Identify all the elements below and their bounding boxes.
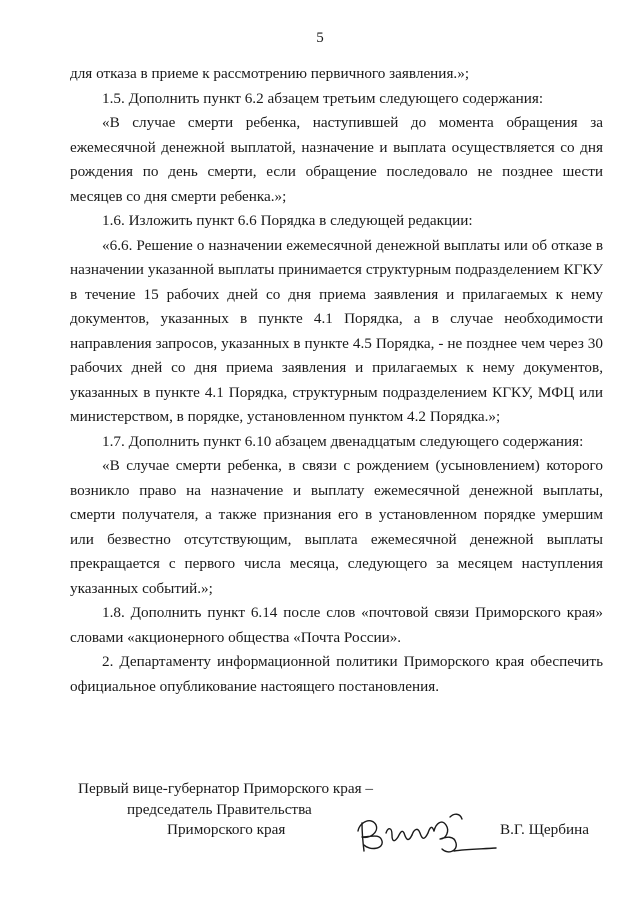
paragraph-item-1-5: 1.5. Дополнить пункт 6.2 абзацем третьим следующего содержания:: [102, 89, 544, 107]
paragraph-item-1-6: 1.6. Изложить пункт 6.6 Порядка в следующей редакции:: [102, 212, 473, 229]
paragraph-quote-6-10: «В случае смерти ребенка, в связи с рождением (усыновлением) которого возникло право на назначение и выплату ежемесячной денежной выплаты, смерти получателя, а также признания его в установленном порядке умершим или безвестно отсутствующим, выплата ежемесячной денежной выплаты прекращается с первого числа месяца, следующего за месяцем наступления указанных событий.»;: [70, 457, 603, 597]
handwritten-signature: [350, 803, 500, 863]
paragraph-item-1-7: 1.7. Дополнить пункт 6.10 абзацем двенадцатым следующего содержания:: [102, 432, 584, 450]
signatory-title-line2: председатель Правительства: [127, 801, 312, 818]
signatory-title-line3: Приморского края: [167, 821, 286, 838]
paragraph-continuation: для отказа в приеме к рассмотрению первичного заявления.»;: [70, 65, 470, 82]
signatory-title-line1: Первый вице-губернатор Приморского края –: [78, 780, 373, 797]
signatory-name: В.Г. Щербина: [500, 821, 589, 838]
paragraph-item-1-8: 1.8. Дополнить пункт 6.14 после слов «почтовой связи Приморского края» словами «акционерного общества «Почта России».: [70, 604, 603, 646]
paragraph-quote-6-2: «В случае смерти ребенка, наступившей до момента обращения за ежемесячной денежной выплатой, назначение и выплата осуществляется со дня рождения по день смерти, если обращение последовало не позднее шести месяцев со дня смерти ребенка.»;: [70, 114, 603, 205]
page-number: 5: [316, 30, 324, 46]
paragraph-item-2: 2. Департаменту информационной политики Приморского края обеспечить официальное опубликование настоящего постановления.: [70, 653, 603, 695]
document-body: [70, 62, 603, 699]
signature-block: [70, 775, 610, 855]
paragraph-quote-6-6: «6.6. Решение о назначении ежемесячной денежной выплаты или об отказе в назначении указанной выплаты принимается структурным подразделением КГКУ в течение 15 рабочих дней со дня приема заявления и прилагаемых к нему документов, указанных в пункте 4.1 Порядка, а в случае необходимости направления запросов, указанных в пункте 4.5 Порядка, - не позднее чем через 30 рабочих дней со дня приема заявления и прилагаемых к нему документов, указанных в пункте 4.1 Порядка, структурным подразделением КГКУ, МФЦ или министерством, в порядке, установленном пунктом 4.2 Порядка.»;: [70, 236, 603, 425]
